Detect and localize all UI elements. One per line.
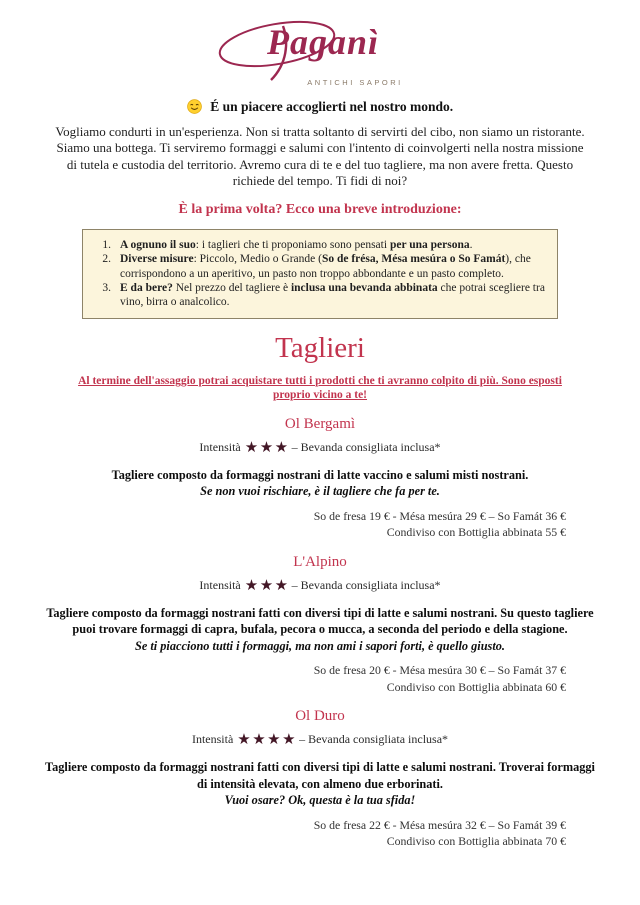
board-section (36, 416, 604, 541)
intro-item-segment: ), che corrispondono a un aperitivo, un pasto non troppo abbondante e un pasto completo. (120, 253, 531, 280)
board-section (36, 554, 604, 696)
logo-tagline: ANTICHI SAPORI (307, 78, 403, 87)
board-description-block (39, 605, 601, 655)
board-tagline: Se non vuoi rischiare, è il tagliere che fa per te. (200, 484, 440, 499)
board-tagline: Vuoi osare? Ok, questa è la tua sfida! (224, 793, 416, 808)
intensity-note: – Bevanda consigliata inclusa* (299, 732, 449, 747)
intro-box (82, 229, 558, 318)
board-section (36, 708, 604, 850)
intro-item-text (111, 238, 547, 252)
board-price-line: So de fresa 20 € - Mésa mesúra 30 € – So Famát 37 € (313, 663, 566, 678)
intensity-stars: ★★★★ (237, 730, 298, 749)
intensity-label: Intensità (199, 439, 241, 454)
intro-item-segment: Diverse misure (120, 253, 194, 266)
board-name: Ol Bergamì (284, 415, 356, 432)
welcome-title (36, 99, 604, 115)
board-description: Tagliere composto da formaggi nostrani fatti con diversi tipi di latte e salumi nostrani. Su questo tagliere puoi trovare formaggi di capra, bufala, pecora o mucca, a seconda del periodo e della stagione. (46, 605, 594, 637)
menu-note-text: Al termine dell'assaggio potrai acquistare tutti i prodotti che ti avranno colpito di più. Sono esposti proprio vicino a te! (78, 374, 562, 402)
welcome-paragraph: Vogliamo condurti in un'esperienza. Non si tratta soltanto di servirti del cibo, non siamo un ristorante. Siamo una bottega. Ti serviremo formaggi e salumi con l'intento di coinvolgerti nella nostra missione di tutela e custodia del territorio. Avremo cura di te e del tuo tagliere, ma non avere fretta. Questo richiede del tempo. Ti fidi di noi? (55, 124, 585, 188)
intensity-label: Intensità (191, 732, 234, 747)
intro-item-segment: . (469, 239, 473, 252)
intro-item (91, 281, 547, 310)
board-intensity (36, 437, 604, 455)
intensity-stars: ★★★ (244, 575, 290, 594)
board-prices (36, 662, 604, 695)
intensity-stars: ★★★ (244, 437, 290, 456)
board-description-block (39, 759, 601, 809)
menu-note (70, 374, 570, 403)
board-description: Tagliere composto da formaggi nostrani fatti con diversi tipi di latte e salumi nostrani. Troverai formaggi di intensità elevata, con almeno due erborinati. (45, 760, 595, 791)
intro-item-segment: : Piccolo, Medio o Grande ( (193, 253, 322, 266)
logo-mark (205, 20, 435, 82)
board-intensity (36, 729, 604, 747)
intro-item-segment: inclusa una bevanda abbinata (290, 282, 438, 295)
logo (36, 20, 604, 87)
intro-item-text (111, 281, 547, 310)
intro-item (91, 238, 547, 252)
menu-title: Taglieri (275, 331, 365, 364)
intensity-note: – Bevanda consigliata inclusa* (291, 577, 441, 592)
smiley-icon (187, 99, 202, 114)
intro-item-number: 1. (102, 239, 111, 252)
board-shared-price: Condiviso con Bottiglia abbinata 60 € (386, 679, 566, 694)
intro-item (91, 252, 547, 281)
intensity-label: Intensità (199, 577, 241, 592)
board-prices (36, 817, 604, 850)
intro-item-segment: A ognuno il suo (120, 239, 196, 252)
intro-item-segment: Nel prezzo del tagliere è (172, 282, 291, 295)
board-name: Ol Duro (295, 708, 345, 725)
intro-item-number: 2. (102, 253, 111, 266)
intro-item-text (111, 252, 547, 281)
board-description: Tagliere composto da formaggi nostrani di latte vaccino e salumi misti nostrani. (111, 467, 529, 482)
intro-item-segment: che potrai scegliere tra vino, birra o analcolico. (120, 282, 545, 309)
intro-item-segment: : i taglieri che ti proponiamo sono pensati (195, 239, 390, 252)
board-shared-price: Condiviso con Bottiglia abbinata 70 € (386, 834, 566, 849)
logo-text: Paganì (267, 22, 380, 62)
board-name: L'Alpino (293, 553, 347, 570)
intensity-note: – Bevanda consigliata inclusa* (291, 439, 441, 454)
board-price-line: So de fresa 19 € - Mésa mesúra 29 € – So Famát 36 € (313, 508, 566, 523)
board-shared-price: Condiviso con Bottiglia abbinata 55 € (386, 525, 566, 540)
board-price-line: So de fresa 22 € - Mésa mesúra 32 € – So Famát 39 € (313, 817, 566, 832)
board-tagline: Se ti piacciono tutti i formaggi, ma non ami i sapori forti, è quello giusto. (135, 638, 505, 653)
board-prices (36, 508, 604, 541)
intro-item-segment: E da bere? (120, 282, 173, 295)
intro-item-segment: So de frésa, Mésa mesúra o So Famát (321, 253, 506, 266)
intro-item-number: 3. (102, 282, 111, 295)
welcome-title-text: É un piacere accoglierti nel nostro mondo. (210, 99, 454, 114)
board-intensity (36, 575, 604, 593)
intro-heading: È la prima volta? Ecco una breve introduzione: (178, 202, 462, 218)
board-description-block (39, 467, 601, 500)
intro-item-segment: per una persona (389, 239, 470, 252)
